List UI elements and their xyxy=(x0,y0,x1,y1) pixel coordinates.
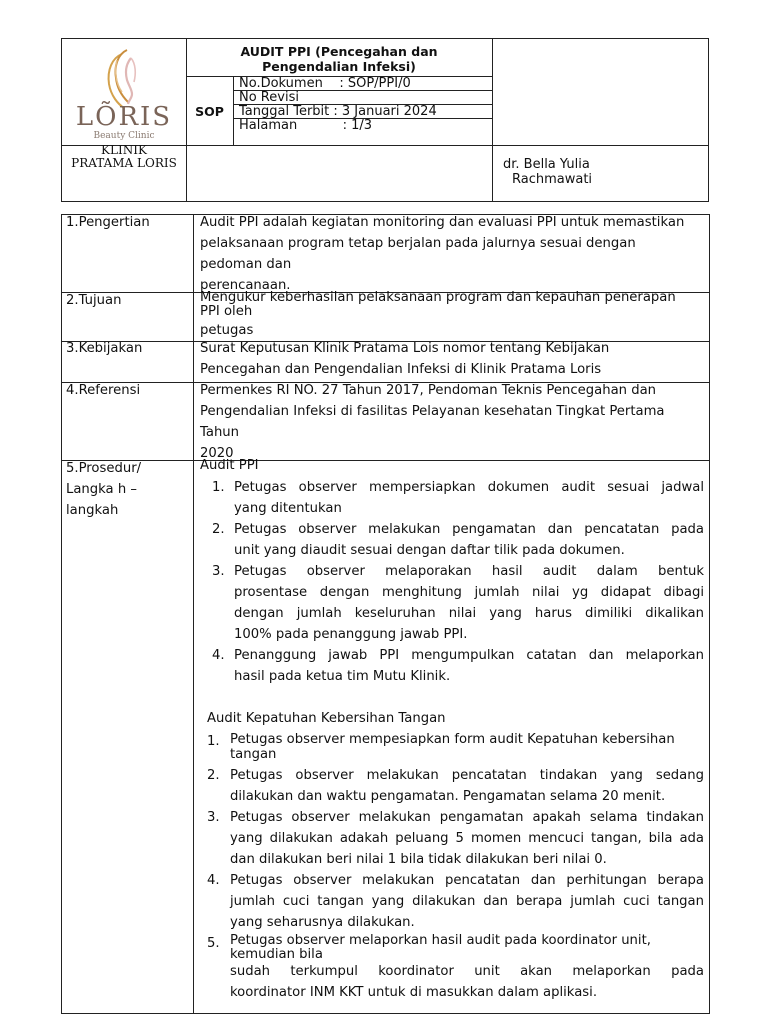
section-label-referensi: 4.Referensi xyxy=(66,383,141,398)
hand-hygiene-item: 4. Petugas observer melakukan pencatatan dan perhitungan berapa jumlah cuci tangan yang dilakukan dan berapa jumlah cuci tangan yang seharusnya dilakukan. xyxy=(207,873,704,930)
audit-ppi-item: 4. Penanggung jawab PPI mengumpulkan catatan dan melaporkan hasil pada ketua tim Mutu Klinik. xyxy=(212,648,704,684)
issue-date: Tanggal Terbit : 3 Januari 2024 xyxy=(239,104,437,119)
section-text-tujuan: Mengukur keberhasilan pelaksanaan program dan kepauhan penerapan PPI oleh petugas xyxy=(200,290,676,338)
page-number: Halaman : 1/3 xyxy=(239,118,373,133)
section-label-kebijakan: 3.Kebijakan xyxy=(66,341,143,356)
audit-ppi-item: 2. Petugas observer melakukan pengamatan dan pencatatan pada unit yang diaudit sesuai dengan daftar tilik pada dokumen. xyxy=(212,522,704,558)
section-text-pengertian: Audit PPI adalah kegiatan monitoring dan evaluasi PPI untuk memastikan pelaksanaan program tetap berjalan pada jalurnya sesuai dengan pedoman dan perencanaan. xyxy=(200,215,685,293)
hand-hygiene-item: 3. Petugas observer melakukan pengamatan apakah selama tindakan yang dilakukan adakah peluang 5 momen mencuci tangan, bila ada dan dilakukan beri nilai 1 bila tidak dilakukan beri nilai 0. xyxy=(207,810,704,867)
signer-name: dr. Bella Yulia Rachmawati xyxy=(503,157,593,187)
section-label-pengertian: 1.Pengertian xyxy=(66,215,150,230)
section-text-referensi: Permenkes RI NO. 27 Tahun 2017, Pendoman Teknis Pencegahan dan Pengendalian Infeksi di fasilitas Pelayanan kesehatan Tingkat Pertama Tahun 2020 xyxy=(200,383,665,461)
logo-brand: LÕRIS xyxy=(75,102,173,132)
hand-hygiene-item: 1. Petugas observer mempesiapkan form audit Kepatuhan kebersihan tangan xyxy=(207,732,675,762)
audit-ppi-item: 1. Petugas observer mempersiapkan dokumen audit sesuai jadwal yang ditentukan xyxy=(212,480,704,516)
sop-label: SOP xyxy=(195,104,224,119)
hand-hygiene-item: 2. Petugas observer melakukan pencatatan tindakan yang sedang dilakukan dan waktu pengamatan. Pengamatan selama 20 menit. xyxy=(207,768,704,804)
logo-tagline: Beauty Clinic xyxy=(93,131,155,141)
audit-ppi-heading: Audit PPI xyxy=(200,458,259,473)
section-text-kebijakan: Surat Keputusan Klinik Pratama Lois nomor tentang Kebijakan Pencegahan dan Pengendalian Infeksi di Klinik Pratama Loris xyxy=(200,341,610,377)
audit-ppi-item: 3. Petugas observer melaporakan hasil audit dalam bentuk prosentase dengan menghitung jumlah nilai yg didapat dibagi dengan jumlah keseluruhan nilai yang harus dimiliki dikalikan 100% pada penanggung jawab PPI. xyxy=(212,564,704,642)
document-title: AUDIT PPI (Pencegahan dan Pengendalian Infeksi) xyxy=(240,44,438,74)
section-label-tujuan: 2.Tujuan xyxy=(66,293,122,308)
hand-hygiene-heading: Audit Kepatuhan Kebersihan Tangan xyxy=(207,711,446,726)
revision-number: No Revisi xyxy=(239,90,299,105)
clinic-logo xyxy=(62,40,186,144)
doc-number: No.Dokumen : SOP/PPI/0 xyxy=(239,76,411,91)
hand-hygiene-item: 5. Petugas observer melaporkan hasil audit pada koordinator unit, kemudian bila sudah terkumpul koordinator unit akan melaporkan pada koordinator INM KKT untuk di masukkan dalam aplikasi. xyxy=(207,933,704,1000)
section-label-prosedur: 5.Prosedur/ Langka h – langkah xyxy=(66,461,142,518)
clinic-name-line2: PRATAMA LORIS xyxy=(71,156,177,170)
clinic-name-line1: KLINIK xyxy=(101,143,147,157)
